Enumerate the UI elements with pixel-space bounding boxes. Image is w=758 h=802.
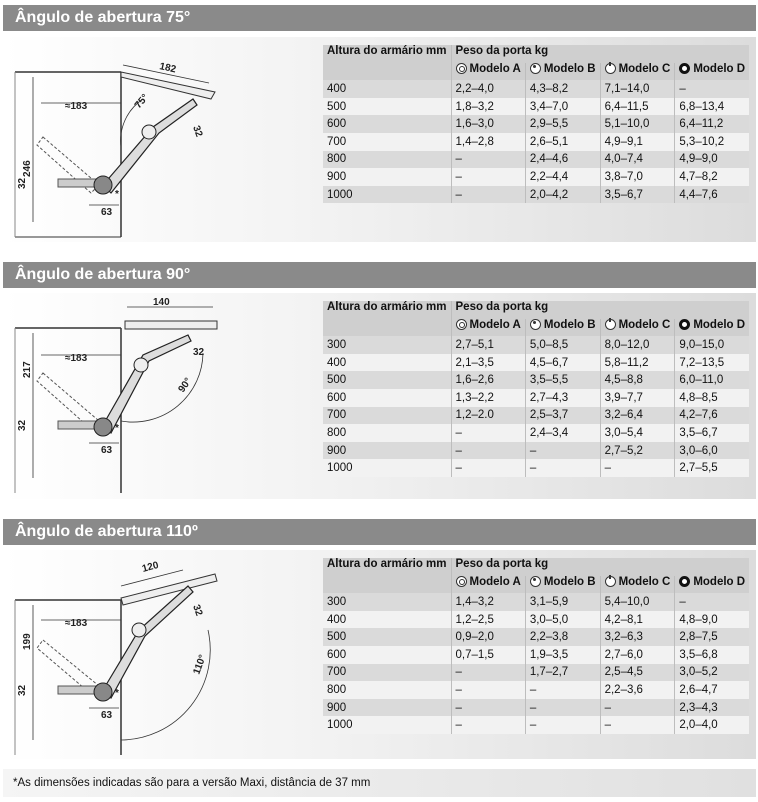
cell-weight: 2,6–4,7 — [675, 681, 749, 699]
cell-height: 1000 — [323, 716, 451, 734]
dim-width-label: ≈183 — [65, 353, 88, 364]
cell-weight: – — [600, 459, 675, 477]
cell-weight: 1,3–2,2 — [451, 389, 525, 407]
cell-height: 1000 — [323, 186, 451, 204]
dim-bottom-label: 32 — [17, 684, 28, 696]
table-row — [323, 133, 749, 151]
weight-table-90 — [323, 301, 749, 477]
table-row — [323, 115, 749, 133]
hinge-diagram-75 — [3, 37, 303, 242]
model-b-label: Modelo B — [543, 318, 596, 331]
dim-right-label: 32 — [190, 603, 205, 618]
cell-height: 800 — [323, 681, 451, 699]
model-c-icon — [605, 576, 616, 587]
cell-weight: 2,7–5,2 — [600, 442, 675, 460]
cell-weight: 6,4–11,2 — [675, 115, 749, 133]
cell-weight: 6,8–13,4 — [675, 98, 749, 116]
cell-weight: 3,8–7,0 — [600, 168, 675, 186]
cell-weight: 3,0–5,4 — [600, 424, 675, 442]
section-title-110: Ângulo de abertura 110º — [3, 519, 756, 545]
asterisk-label: * — [115, 189, 119, 200]
cell-weight: 2,6–5,1 — [525, 133, 600, 151]
cell-weight: 0,9–2,0 — [451, 628, 525, 646]
cell-weight: 2,5–4,5 — [600, 664, 675, 682]
dim-base-label: 63 — [101, 710, 113, 721]
cell-weight: 3,5–6,7 — [600, 186, 675, 204]
cell-height: 800 — [323, 151, 451, 169]
model-a-label: Modelo A — [469, 575, 521, 588]
cell-weight: 7,1–14,0 — [600, 80, 675, 98]
cell-weight: 3,9–7,7 — [600, 389, 675, 407]
cell-weight: – — [675, 593, 749, 611]
cell-weight: 2,2–4,4 — [525, 168, 600, 186]
cell-height: 400 — [323, 611, 451, 629]
section-panel-75 — [3, 37, 756, 242]
cell-height: 300 — [323, 593, 451, 611]
cell-weight: 3,5–5,5 — [525, 371, 600, 389]
cell-weight: 4,8–9,0 — [675, 611, 749, 629]
cell-weight: 3,5–6,7 — [675, 424, 749, 442]
model-c-label: Modelo C — [618, 62, 671, 75]
col-header-height: Altura do armário mm — [323, 558, 451, 593]
cell-weight: 1,4–3,2 — [451, 593, 525, 611]
model-b-icon — [530, 576, 541, 587]
col-header-weight: Peso da porta kg — [451, 558, 749, 576]
model-b-label: Modelo B — [543, 62, 596, 75]
cell-weight: – — [451, 151, 525, 169]
table-row — [323, 80, 749, 98]
cell-weight: 2,2–4,0 — [451, 80, 525, 98]
dim-width-label: ≈183 — [65, 101, 88, 112]
dim-height-label: 217 — [22, 361, 33, 378]
cell-height: 500 — [323, 371, 451, 389]
cell-weight: 4,5–8,8 — [600, 371, 675, 389]
cell-height: 600 — [323, 646, 451, 664]
model-b-icon — [530, 319, 541, 330]
table-row — [323, 407, 749, 425]
dim-height-label: 199 — [22, 633, 33, 650]
cell-weight: 1,7–2,7 — [525, 664, 600, 682]
cell-weight: 4,2–8,1 — [600, 611, 675, 629]
weight-table-110 — [323, 558, 749, 734]
angle-label: 90° — [176, 376, 195, 395]
cell-height: 300 — [323, 336, 451, 354]
table-row — [323, 354, 749, 372]
cell-weight: 2,2–3,8 — [525, 628, 600, 646]
cell-weight: 3,2–6,4 — [600, 407, 675, 425]
section-panel-90 — [3, 293, 756, 499]
dim-bottom-label: 32 — [17, 419, 28, 431]
cell-weight: 7,2–13,5 — [675, 354, 749, 372]
model-c-icon — [605, 63, 616, 74]
angle-label: 75° — [132, 92, 152, 111]
cell-weight: 1,9–3,5 — [525, 646, 600, 664]
cell-height: 1000 — [323, 459, 451, 477]
cell-weight: 4,0–7,4 — [600, 151, 675, 169]
hinge-diagram-110 — [3, 550, 303, 759]
model-d-label: Modelo D — [693, 318, 746, 331]
cell-weight: 9,0–15,0 — [675, 336, 749, 354]
hinge-diagram-90 — [3, 293, 303, 499]
cell-weight: 4,3–8,2 — [525, 80, 600, 98]
cell-height: 700 — [323, 664, 451, 682]
cell-weight: 2,1–3,5 — [451, 354, 525, 372]
cell-weight: – — [451, 664, 525, 682]
table-row — [323, 716, 749, 734]
cell-weight: – — [525, 442, 600, 460]
cell-weight: 3,1–5,9 — [525, 593, 600, 611]
cell-weight: 2,7–6,0 — [600, 646, 675, 664]
cell-weight: – — [451, 699, 525, 717]
asterisk-label: * — [115, 688, 119, 699]
model-d-label: Modelo D — [693, 575, 746, 588]
cell-weight: 5,1–10,0 — [600, 115, 675, 133]
table-row — [323, 593, 749, 611]
col-header-height: Altura do armário mm — [323, 301, 451, 336]
col-header-weight: Peso da porta kg — [451, 301, 749, 319]
dim-top-label: 182 — [158, 61, 177, 76]
cell-weight: 4,2–7,6 — [675, 407, 749, 425]
dim-right-label: 32 — [193, 347, 205, 358]
cell-height: 900 — [323, 442, 451, 460]
cell-weight: 3,0–6,0 — [675, 442, 749, 460]
table-row — [323, 186, 749, 204]
model-a-icon — [456, 576, 467, 587]
dim-base-label: 63 — [101, 445, 113, 456]
cell-weight: 0,7–1,5 — [451, 646, 525, 664]
footnote: *As dimensões indicadas são para a versão Maxi, distância de 37 mm — [3, 769, 756, 797]
cell-weight: 3,2–6,3 — [600, 628, 675, 646]
dim-base-label: 63 — [101, 207, 113, 218]
cell-weight: – — [525, 681, 600, 699]
cell-weight: 5,0–8,5 — [525, 336, 600, 354]
table-row — [323, 371, 749, 389]
model-d-icon — [679, 63, 690, 74]
model-a-label: Modelo A — [469, 318, 521, 331]
cell-weight: – — [451, 168, 525, 186]
cell-weight: 1,8–3,2 — [451, 98, 525, 116]
cell-height: 400 — [323, 80, 451, 98]
cell-weight: 5,4–10,0 — [600, 593, 675, 611]
dim-width-label: ≈183 — [65, 618, 88, 629]
cell-weight: 1,6–2,6 — [451, 371, 525, 389]
cell-weight: 2,3–4,3 — [675, 699, 749, 717]
cell-weight: – — [675, 80, 749, 98]
cell-weight: 4,9–9,0 — [675, 151, 749, 169]
cell-weight: 2,4–3,4 — [525, 424, 600, 442]
table-row — [323, 664, 749, 682]
dim-top-label: 140 — [153, 297, 170, 308]
cell-weight: 5,8–11,2 — [600, 354, 675, 372]
cell-weight: 5,3–10,2 — [675, 133, 749, 151]
dim-bottom-label: 32 — [17, 177, 28, 189]
table-row — [323, 611, 749, 629]
cell-weight: 2,4–4,6 — [525, 151, 600, 169]
table-row — [323, 459, 749, 477]
table-row — [323, 646, 749, 664]
cell-weight: 4,7–8,2 — [675, 168, 749, 186]
model-a-label: Modelo A — [469, 62, 521, 75]
cell-weight: 2,0–4,2 — [525, 186, 600, 204]
cell-weight: 4,9–9,1 — [600, 133, 675, 151]
table-row — [323, 681, 749, 699]
model-b-icon — [530, 63, 541, 74]
cell-height: 800 — [323, 424, 451, 442]
cell-weight: 1,4–2,8 — [451, 133, 525, 151]
cell-height: 600 — [323, 389, 451, 407]
cell-weight: 1,6–3,0 — [451, 115, 525, 133]
cell-weight: 3,0–5,0 — [525, 611, 600, 629]
table-row — [323, 98, 749, 116]
section-panel-110 — [3, 550, 756, 759]
col-header-weight: Peso da porta kg — [451, 45, 749, 63]
table-row — [323, 442, 749, 460]
cell-height: 900 — [323, 699, 451, 717]
cell-weight: – — [451, 442, 525, 460]
cell-height: 700 — [323, 407, 451, 425]
dim-height-label: 246 — [22, 160, 33, 177]
cell-height: 900 — [323, 168, 451, 186]
col-header-height: Altura do armário mm — [323, 45, 451, 80]
cell-weight: 2,2–3,6 — [600, 681, 675, 699]
cell-weight: – — [451, 459, 525, 477]
model-b-label: Modelo B — [543, 575, 596, 588]
cell-weight: – — [525, 699, 600, 717]
cell-height: 400 — [323, 354, 451, 372]
table-row — [323, 168, 749, 186]
cell-weight: 2,8–7,5 — [675, 628, 749, 646]
section-title-90: Ângulo de abertura 90° — [3, 262, 756, 288]
model-a-icon — [456, 63, 467, 74]
cell-height: 700 — [323, 133, 451, 151]
cell-weight: 6,4–11,5 — [600, 98, 675, 116]
cell-weight: 3,5–6,8 — [675, 646, 749, 664]
cell-weight: 4,5–6,7 — [525, 354, 600, 372]
cell-weight: 2,0–4,0 — [675, 716, 749, 734]
model-d-icon — [679, 576, 690, 587]
cell-weight: – — [451, 186, 525, 204]
table-row — [323, 151, 749, 169]
table-row — [323, 336, 749, 354]
model-d-label: Modelo D — [693, 62, 746, 75]
weight-table-75 — [323, 45, 749, 203]
cell-weight: 4,8–8,5 — [675, 389, 749, 407]
cell-weight: 1,2–2.0 — [451, 407, 525, 425]
cell-weight: 1,2–2,5 — [451, 611, 525, 629]
asterisk-label: * — [115, 423, 119, 434]
section-title-75: Ângulo de abertura 75° — [3, 5, 756, 31]
cell-weight: 2,5–3,7 — [525, 407, 600, 425]
cell-weight: – — [525, 459, 600, 477]
cell-weight: 3,0–5,2 — [675, 664, 749, 682]
model-c-label: Modelo C — [618, 575, 671, 588]
cell-weight: – — [451, 681, 525, 699]
cell-weight: 6,0–11,0 — [675, 371, 749, 389]
dim-top-label: 120 — [140, 559, 160, 575]
cell-weight: 2,9–5,5 — [525, 115, 600, 133]
cell-weight: – — [451, 424, 525, 442]
table-row — [323, 389, 749, 407]
model-a-icon — [456, 319, 467, 330]
model-c-icon — [605, 319, 616, 330]
cell-height: 600 — [323, 115, 451, 133]
cell-weight: 2,7–4,3 — [525, 389, 600, 407]
cell-weight: – — [451, 716, 525, 734]
table-row — [323, 628, 749, 646]
table-row — [323, 424, 749, 442]
cell-weight: 4,4–7,6 — [675, 186, 749, 204]
angle-label: 110° — [191, 653, 209, 677]
model-d-icon — [679, 319, 690, 330]
cell-weight: – — [525, 716, 600, 734]
cell-weight: – — [600, 699, 675, 717]
model-c-label: Modelo C — [618, 318, 671, 331]
cell-weight: 2,7–5,1 — [451, 336, 525, 354]
cell-height: 500 — [323, 98, 451, 116]
dim-right-label: 32 — [190, 124, 205, 139]
cell-weight: 3,4–7,0 — [525, 98, 600, 116]
cell-weight: 8,0–12,0 — [600, 336, 675, 354]
table-row — [323, 699, 749, 717]
cell-weight: 2,7–5,5 — [675, 459, 749, 477]
cell-weight: – — [600, 716, 675, 734]
cell-height: 500 — [323, 628, 451, 646]
